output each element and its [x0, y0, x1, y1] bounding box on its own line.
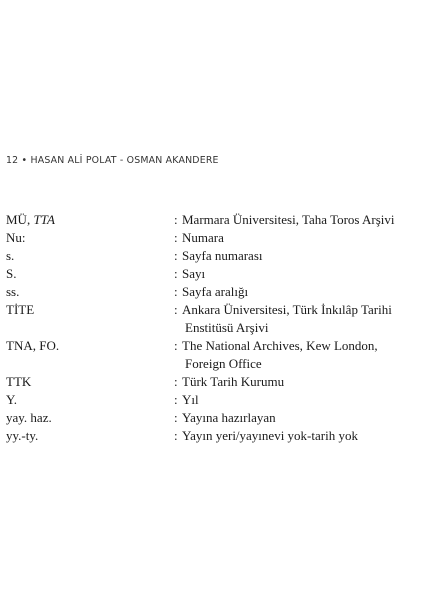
abbreviation-colon: : — [174, 428, 178, 443]
abbreviation-definition: The National Archives, Kew London, Foreign Office — [182, 338, 378, 371]
abbreviation-colon: : — [174, 410, 178, 425]
abbreviation-term: TİTE — [6, 302, 35, 317]
abbreviation-colon: : — [174, 284, 178, 299]
abbreviation-definition: Sayfa aralığı — [182, 284, 249, 299]
abbreviation-term: yy.-ty. — [6, 428, 39, 443]
abbreviation-colon: : — [174, 392, 178, 407]
abbreviation-row — [6, 211, 420, 229]
abbreviation-row — [6, 427, 420, 445]
running-header — [6, 155, 219, 166]
abbreviation-colon: : — [174, 374, 178, 389]
abbreviation-colon: : — [174, 302, 178, 317]
abbreviation-colon: : — [174, 266, 178, 281]
abbreviation-row — [6, 409, 420, 427]
abbreviation-row — [6, 247, 420, 265]
abbreviation-row — [6, 301, 420, 337]
abbreviation-term: Y. — [6, 392, 17, 407]
abbreviation-term: TTK — [6, 374, 32, 389]
abbreviation-definition: Sayı — [182, 266, 206, 281]
abbreviation-term: yay. haz. — [6, 410, 52, 425]
abbreviation-row — [6, 229, 420, 247]
abbreviation-term: TNA, FO. — [6, 338, 60, 353]
abbreviation-term: S. — [6, 266, 17, 281]
abbreviation-colon: : — [174, 248, 178, 263]
abbreviation-definition: Türk Tarih Kurumu — [182, 374, 285, 389]
abbreviation-colon: : — [174, 230, 178, 245]
abbreviation-definition: Marmara Üniversitesi, Taha Toros Arşivi — [182, 212, 395, 227]
abbreviation-definition: Numara — [182, 230, 224, 245]
abbreviation-colon: : — [174, 212, 178, 227]
abbreviation-row — [6, 391, 420, 409]
abbreviation-row — [6, 373, 420, 391]
abbreviation-definition: Sayfa numarası — [182, 248, 263, 263]
abbreviation-term: ss. — [6, 284, 20, 299]
abbreviation-term: MÜ, TTA — [6, 212, 55, 227]
abbreviation-definition: Yayın yeri/yayınevi yok-tarih yok — [182, 428, 358, 443]
page-number: 12 — [6, 155, 19, 166]
header-authors: HASAN ALİ POLAT - OSMAN AKANDERE — [30, 155, 219, 166]
abbreviation-row — [6, 265, 420, 283]
abbreviation-row — [6, 337, 420, 373]
abbreviation-row — [6, 283, 420, 301]
abbreviation-definition: Yıl — [182, 392, 199, 407]
abbreviation-definition: Yayına hazırlayan — [182, 410, 276, 425]
abbreviation-term: Nu: — [6, 230, 26, 245]
header-bullet: • — [21, 155, 28, 166]
abbreviation-term: s. — [6, 248, 15, 263]
abbreviation-colon: : — [174, 338, 178, 353]
abbreviation-definition: Ankara Üniversitesi, Türk İnkılâp Tarihi Enstitüsü Arşivi — [182, 302, 392, 335]
abbreviation-list — [6, 211, 420, 445]
